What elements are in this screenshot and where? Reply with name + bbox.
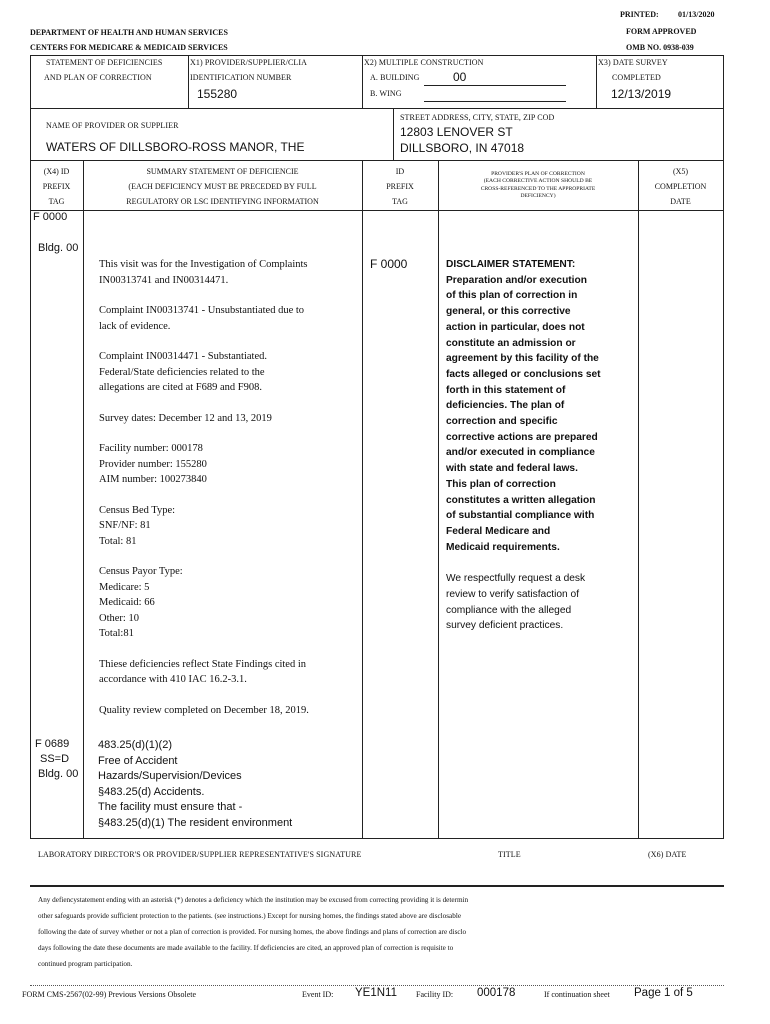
summary-line: lack of evidence. xyxy=(99,320,171,332)
summary-line: Medicaid: 66 xyxy=(99,597,155,608)
col-head-line: DEFICIENCY) xyxy=(520,193,556,200)
printed-date: 01/13/2020 xyxy=(678,10,715,19)
col-head-line: (X4) ID xyxy=(43,167,70,176)
department-name: DEPARTMENT OF HEALTH AND HUMAN SERVICES xyxy=(30,28,228,37)
omb-number: OMB NO. 0938-039 xyxy=(626,43,694,52)
tag-f0689: F 0689 xyxy=(35,738,70,750)
disclaimer-line: corrective actions are prepared xyxy=(446,431,598,443)
summary-paragraph xyxy=(99,349,361,396)
summary-line: Facility number: 000178 xyxy=(99,443,203,454)
rule-col-id2 xyxy=(438,160,439,838)
summary-statement xyxy=(99,257,361,733)
col-head-line: REGULATORY OR LSC IDENTIFYING INFORMATION xyxy=(126,197,319,206)
summary-column-head xyxy=(83,164,362,209)
col-head-line: PROVIDER'S PLAN OF CORRECTION xyxy=(491,171,585,177)
disclaimer-line: agreement by this facility of the xyxy=(446,353,599,365)
provider-name-value: WATERS OF DILLSBORO-ROSS MANOR, THE xyxy=(46,140,305,154)
disclaimer-line: facts alleged or conclusions set xyxy=(446,368,601,380)
f0689-line: Hazards/Supervision/Devices xyxy=(98,770,242,782)
summary-paragraph xyxy=(99,257,361,288)
summary-line: SNF/NF: 81 xyxy=(99,520,151,531)
col-head-line: ID xyxy=(395,167,405,176)
disclaimer-line: DISCLAIMER STATEMENT: xyxy=(446,259,576,270)
f0689-line: Free of Accident xyxy=(98,754,178,767)
centers-name: CENTERS FOR MEDICARE & MEDICAID SERVICES xyxy=(30,43,228,52)
rule-after-ids xyxy=(30,108,724,109)
col-head-line: SUMMARY STATEMENT OF DEFICIENCIE xyxy=(146,167,299,176)
event-id-label: Event ID: xyxy=(302,990,334,999)
signature-date-label: (X6) DATE xyxy=(648,850,687,859)
desk-review-line: survey deficient practices. xyxy=(446,620,564,632)
rule-col-summary xyxy=(362,160,363,838)
scope-severity-f0689: SS=D xyxy=(40,753,70,765)
summary-line: Complaint IN00313741 - Unsubstantiated due to xyxy=(99,305,305,316)
disclaimer-line: Medicaid requirements. xyxy=(446,541,560,553)
plan-tag-f0000: F 0000 xyxy=(370,257,408,271)
wing-label: B. WING xyxy=(370,89,402,98)
summary-paragraph xyxy=(99,703,361,719)
f0689-text xyxy=(98,738,360,831)
building-label: A. BUILDING xyxy=(370,73,420,82)
disclaimer-line: forth in this statement of xyxy=(446,384,566,396)
summary-line: Total: 81 xyxy=(99,535,137,547)
summary-line: This visit was for the Investigation of Complaints xyxy=(99,259,308,270)
summary-line: Thiese deficiencies reflect State Findings cited in xyxy=(99,658,307,670)
footnote-line: following the date of survey whether or not a plan of correction is provided. For nursing homes, the above findings and plans of correction are disclo xyxy=(38,928,467,936)
col-head-line: COMPLETION xyxy=(654,182,707,191)
disclaimer-line: and/or executed in compliance xyxy=(446,447,595,459)
summary-line: accordance with 410 IAC 16.2-3.1. xyxy=(99,674,247,685)
summary-line: Complaint IN00314471 - Substantiated. xyxy=(99,351,267,362)
summary-line: Quality review completed on December 18, 2019. xyxy=(99,704,309,716)
provider-id-label-2: IDENTIFICATION NUMBER xyxy=(190,73,292,82)
summary-paragraph xyxy=(99,303,361,334)
footnote-line: other safeguards provide sufficient protection to the patients. (see instructions.) Except for nursing homes, the findings stated above are disclosable xyxy=(38,912,462,920)
id-prefix-column-head xyxy=(30,164,83,209)
col-head-line: TAG xyxy=(48,197,65,206)
summary-line: Census Payor Type: xyxy=(99,566,183,577)
col-head-line: TAG xyxy=(392,197,408,206)
continuation-label: If continuation sheet xyxy=(544,990,610,999)
rule-right xyxy=(723,55,724,838)
f0689-line: The facility must ensure that - xyxy=(98,801,243,813)
footnote-line: days following the date these documents are made available to the facility. If deficiencies are cited, an approved plan of correction is requisite to xyxy=(38,944,454,952)
street-address-label: STREET ADDRESS, CITY, STATE, ZIP COD xyxy=(400,113,555,122)
facility-id-value: 000178 xyxy=(477,987,516,999)
summary-line: Medicare: 5 xyxy=(99,581,150,593)
summary-line: Census Bed Type: xyxy=(99,504,176,516)
statement-label-1: STATEMENT OF DEFICIENCIES xyxy=(46,58,163,67)
rule-signature-bottom xyxy=(30,885,724,887)
rule-top xyxy=(30,55,724,56)
summary-paragraph xyxy=(99,657,361,688)
deficiency-footnote xyxy=(38,892,728,972)
col-head-line: PREFIX xyxy=(386,182,414,191)
printed-label: PRINTED: xyxy=(620,10,659,19)
f0689-line: §483.25(d) Accidents. xyxy=(98,785,205,798)
disclaimer-line: constitute an admission or xyxy=(446,337,576,349)
disclaimer-line: of this plan of correction in xyxy=(446,290,578,302)
disclaimer-line: with state and federal laws. xyxy=(446,463,578,475)
rule-col-plan xyxy=(638,160,639,838)
statement-label-2: AND PLAN OF CORRECTION xyxy=(44,73,152,82)
disclaimer-line: action in particular, does not xyxy=(446,321,585,333)
disclaimer-line: This plan of correction xyxy=(446,478,556,490)
multiple-construction-label: X2) MULTIPLE CONSTRUCTION xyxy=(364,58,484,67)
f0689-line: §483.25(d)(1) The resident environment xyxy=(98,816,293,829)
disclaimer-line: of substantial compliance with xyxy=(446,510,595,522)
col-head-line: (EACH CORRECTIVE ACTION SHOULD BE xyxy=(483,178,593,185)
col-head-line: PREFIX xyxy=(42,182,71,191)
rule-box3-4 xyxy=(596,55,597,108)
facility-id-label: Facility ID: xyxy=(416,990,454,999)
provider-id-value: 155280 xyxy=(197,87,238,101)
summary-line: Other: 10 xyxy=(99,612,139,624)
summary-line: Federal/State deficiencies related to the xyxy=(99,366,265,378)
form-approved: FORM APPROVED xyxy=(626,27,697,36)
summary-paragraph xyxy=(99,411,361,427)
summary-line: AIM number: 100273840 xyxy=(99,474,207,485)
desk-review-request xyxy=(446,571,636,634)
rule-after-column-heads xyxy=(30,210,724,211)
tag-f0000: F 0000 xyxy=(33,211,68,223)
disclaimer-line: deficiencies. The plan of xyxy=(446,400,565,412)
rule-after-provider xyxy=(30,160,724,161)
disclaimer-statement xyxy=(446,257,636,555)
disclaimer-line: constitutes a written allegation xyxy=(446,494,596,506)
footnote-line: Any defiencystatement ending with an asterisk (*) denotes a deficiency which the institution may be excused from correcting providing it is determin xyxy=(38,896,469,904)
disclaimer-line: correction and specific xyxy=(446,416,558,428)
title-label: TITLE xyxy=(498,850,521,859)
disclaimer-line: Federal Medicare and xyxy=(446,525,551,537)
wing-underline xyxy=(424,101,566,102)
signature-label: LABORATORY DIRECTOR'S OR PROVIDER/SUPPLIER REPRESENTATIVE'S SIGNATURE xyxy=(38,850,362,859)
col-head-line: CROSS-REFERENCED TO THE APPROPRIATE xyxy=(480,185,596,192)
date-survey-label-2: COMPLETED xyxy=(612,73,661,82)
street-address-line1: 12803 LENOVER ST xyxy=(400,125,513,139)
provider-name-label: NAME OF PROVIDER OR SUPPLIER xyxy=(46,121,179,130)
footnote-line: continued program participation. xyxy=(38,960,133,968)
col-head-line: (X5) xyxy=(672,167,689,176)
street-address-line2: DILLSBORO, IN 47018 xyxy=(400,141,525,155)
summary-line: IN00313741 and IN00314471. xyxy=(99,274,229,286)
date-survey-label-1: X3) DATE SURVEY xyxy=(598,58,668,67)
col-head-line: DATE xyxy=(670,197,691,206)
plan-column-head xyxy=(438,171,638,201)
disclaimer-line: Preparation and/or execution xyxy=(446,274,587,286)
summary-line: Provider number: 155280 xyxy=(99,458,207,470)
desk-review-line: compliance with the alleged xyxy=(446,604,572,616)
rule-table-bottom xyxy=(30,838,724,839)
date-survey-value: 12/13/2019 xyxy=(611,87,672,101)
f0689-line: 483.25(d)(1)(2) xyxy=(98,739,172,751)
summary-line: Total:81 xyxy=(99,628,134,639)
disclaimer-line: general, or this corrective xyxy=(446,306,571,318)
desk-review-line: We respectfully request a desk xyxy=(446,573,586,585)
summary-line: Survey dates: December 12 and 13, 2019 xyxy=(99,412,272,424)
id2-column-head xyxy=(362,164,438,209)
summary-paragraph xyxy=(99,564,361,642)
bldg-f0000: Bldg. 00 xyxy=(38,242,79,254)
rule-box2-3 xyxy=(362,55,363,108)
completion-column-head xyxy=(638,164,723,209)
form-number: FORM CMS-2567(02-99) Previous Versions Obsolete xyxy=(22,990,197,999)
provider-id-label-1: X1) PROVIDER/SUPPLIER/CLIA xyxy=(190,58,308,67)
plan-of-correction xyxy=(446,257,636,634)
rule-provider-split xyxy=(393,108,394,160)
summary-line: allegations are cited at F689 and F908. xyxy=(99,382,263,393)
bldg-f0689: Bldg. 00 xyxy=(38,768,79,780)
building-value: 00 xyxy=(453,70,467,84)
event-id-value: YE1N11 xyxy=(355,987,397,999)
desk-review-line: review to verify satisfaction of xyxy=(446,589,580,601)
col-head-line: (EACH DEFICIENCY MUST BE PRECEDED BY FULL xyxy=(128,182,317,191)
page-number: Page 1 of 5 xyxy=(634,987,693,999)
summary-paragraph xyxy=(99,441,361,488)
rule-box1-2 xyxy=(188,55,189,108)
building-underline xyxy=(424,85,566,86)
rule-col-tag xyxy=(83,160,84,838)
summary-paragraph xyxy=(99,503,361,550)
rule-footnote-bottom xyxy=(30,985,724,986)
